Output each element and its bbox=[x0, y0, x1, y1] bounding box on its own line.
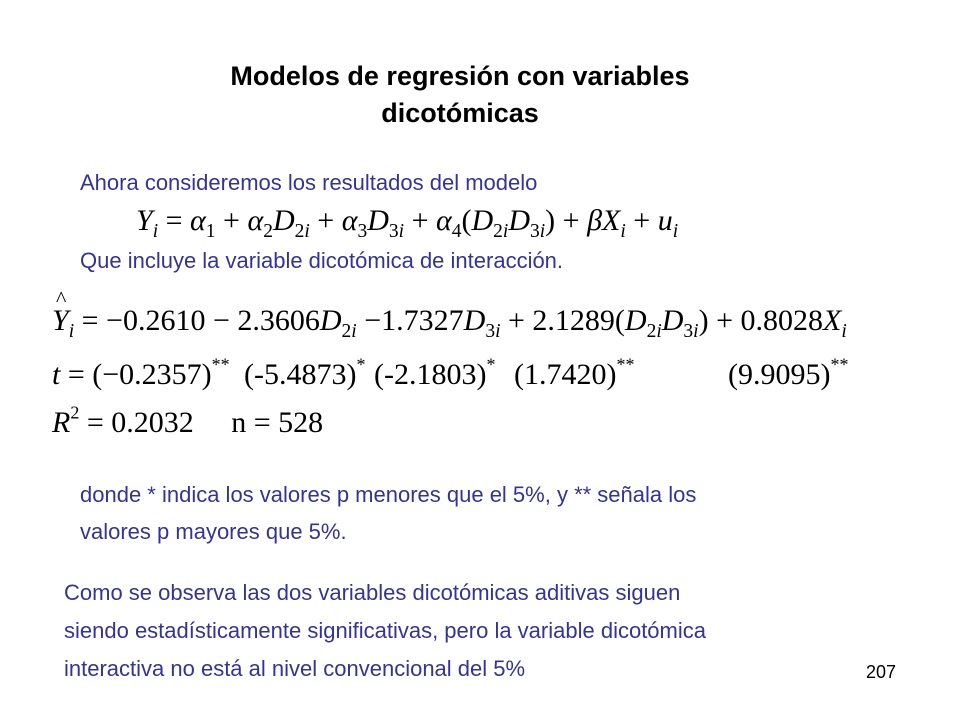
significance-note bbox=[80, 476, 850, 550]
conclusion-text bbox=[64, 574, 884, 688]
significance-mark: * bbox=[356, 354, 366, 375]
t-stat-d3: (-2.1803)* bbox=[374, 354, 496, 391]
intercept-value: −0.2610 bbox=[106, 304, 206, 337]
sample-size-value: 528 bbox=[278, 406, 324, 439]
conclusion-line1: Como se observa las dos variables dicotómicas aditivas siguen bbox=[64, 580, 681, 605]
note-line1: donde * indica los valores p menores que el 5%, y ** señala los bbox=[80, 482, 697, 507]
t-stat-x: (9.9095)** bbox=[728, 354, 849, 391]
page-number: 207 bbox=[866, 662, 897, 682]
r-squared-value: 0.2032 bbox=[111, 406, 194, 439]
t-stat-intercept: t = (−0.2357)** bbox=[52, 354, 230, 391]
estimated-equation: ^ $Y_i = -0.2610 - 2.3606D_{2i} -1.7327D_{3i} + 2.1289(D_{2i}D_{3i}) + 0.8028X_i$ bbox=[52, 286, 847, 342]
significance-mark: ** bbox=[616, 354, 635, 375]
note-line2: valores p mayores que 5%. bbox=[80, 519, 347, 544]
t-stat-d2: (-5.4873)* bbox=[244, 354, 366, 391]
intro-text: Ahora consideremos los resultados del modelo bbox=[80, 170, 538, 195]
conclusion-line3: interactiva no está al nivel convencional del 5% bbox=[64, 656, 526, 681]
significance-mark: ** bbox=[211, 354, 230, 375]
conclusion-line2: siendo estadísticamente significativas, pero la variable dicotómica bbox=[64, 618, 706, 643]
slide-title bbox=[140, 58, 780, 132]
d2-coefficient: − 2.3606 bbox=[212, 304, 320, 337]
interaction-coefficient: + 2.1289 bbox=[507, 304, 615, 337]
d3-coefficient: −1.7327 bbox=[364, 304, 464, 337]
slide-title-line1: Modelos de regresión con variables bbox=[230, 61, 690, 91]
x-coefficient: + 0.8028 bbox=[716, 304, 824, 337]
includes-text: Que incluye la variable dicotómica de interacción. bbox=[80, 248, 564, 273]
t-stat-interaction: (1.7420)** bbox=[514, 354, 635, 391]
fit-statistics: $R^2 = 0.2032$ n = 528 bbox=[52, 402, 324, 439]
slide-title-line2: dicotómicas bbox=[381, 98, 539, 128]
significance-mark: * bbox=[486, 354, 496, 375]
significance-mark: ** bbox=[830, 354, 849, 375]
model-equation: $Y_i = \alpha_1 + \alpha_2D_{2i} + \alpha_3D_{3i} + \alpha_4(D_{2i}D_{3i}) + \beta X_i + u_i$ bbox=[136, 204, 679, 242]
